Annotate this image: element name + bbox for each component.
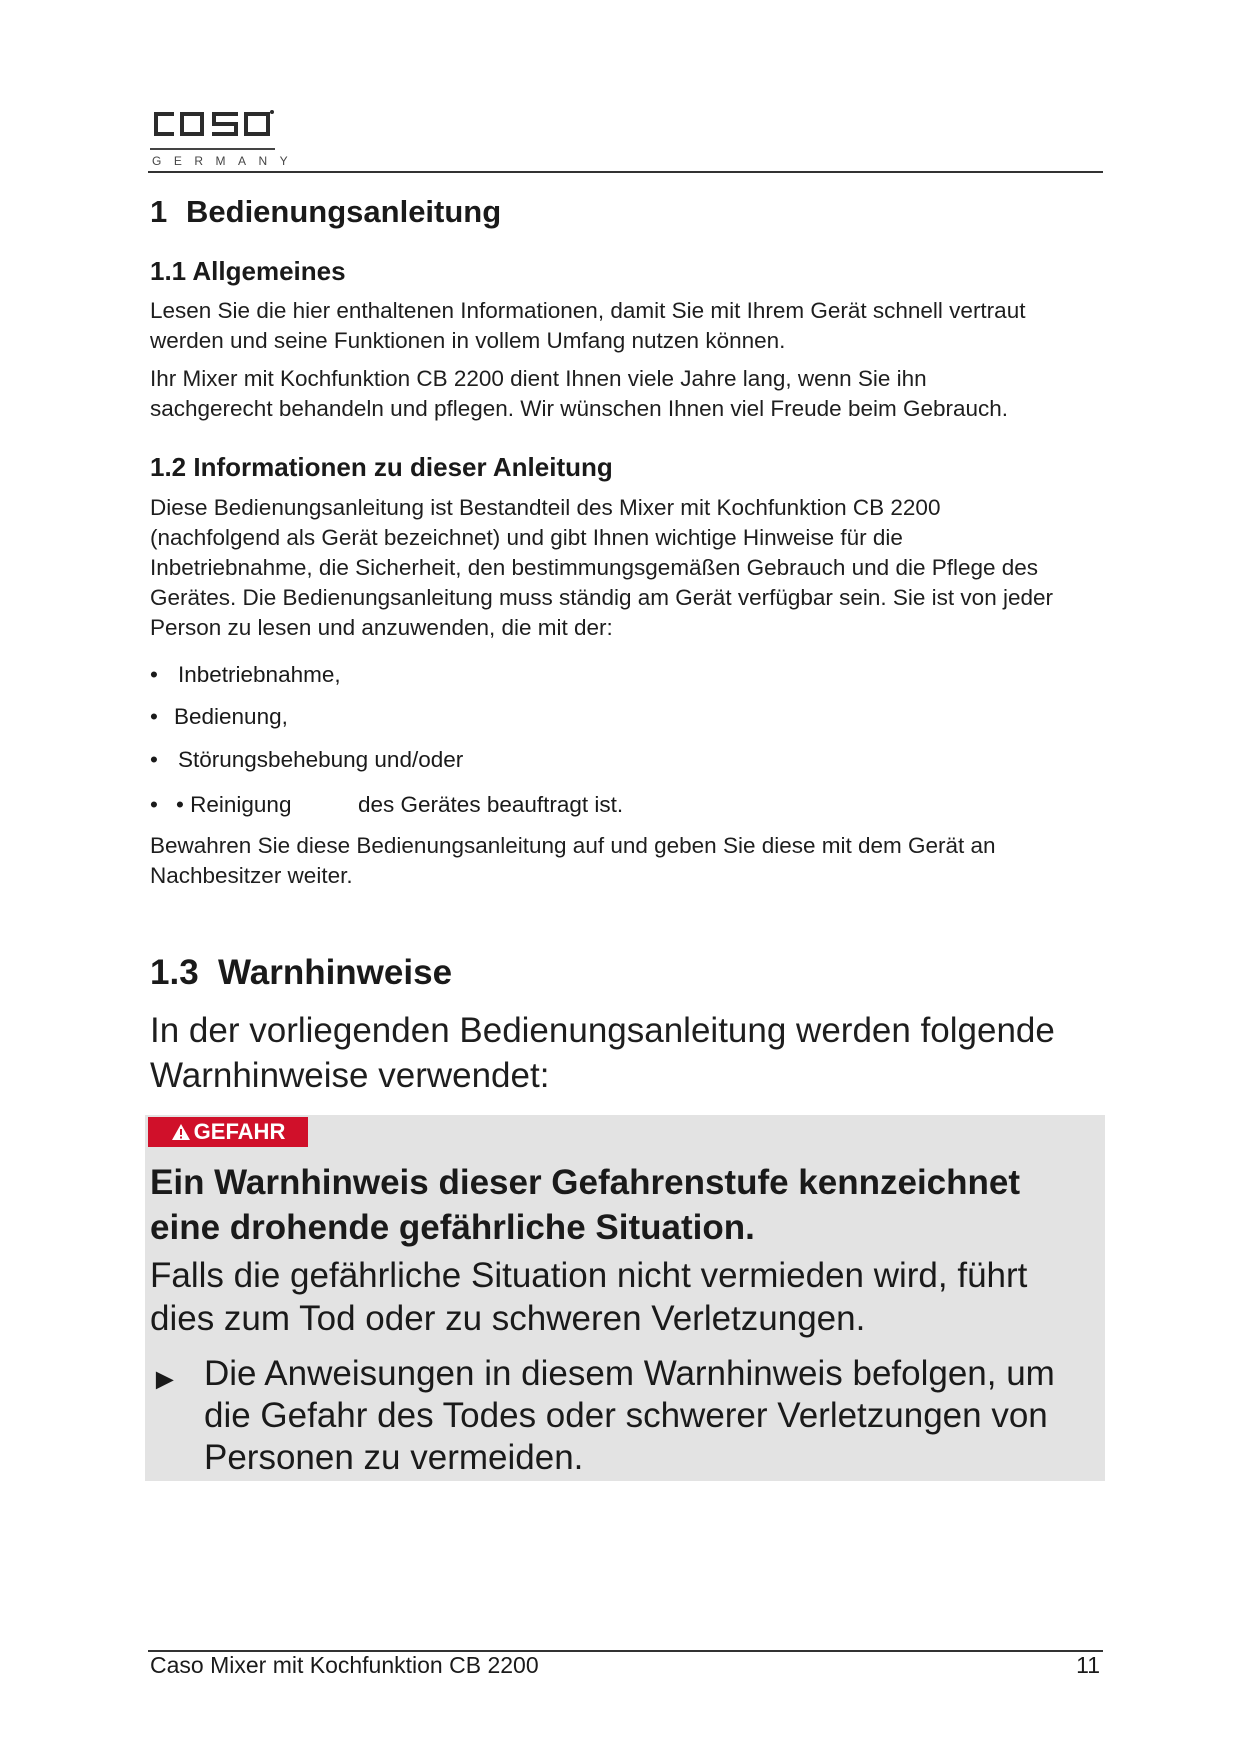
bullet-icon: • (150, 662, 158, 687)
text-line: Nachbesitzer weiter. (150, 863, 353, 888)
warning-instruction (204, 1353, 1104, 1479)
logo-wordmark (150, 108, 275, 140)
text-line: sachgerecht behandeln und pflegen. Wir wünschen Ihnen viel Freude beim Gebrauch. (150, 396, 1009, 421)
bullet-text: Inbetriebnahme, (178, 662, 341, 687)
text-line: eine drohende gefährliche Situation. (150, 1208, 755, 1247)
text-line: Die Anweisungen in diesem Warnhinweis befolgen, um (204, 1354, 1055, 1393)
section-1-3-title: Warnhinweise (218, 953, 453, 992)
logo-underline (150, 148, 275, 150)
text-line: Ein Warnhinweis dieser Gefahrenstufe kennzeichnet (150, 1163, 1021, 1202)
page-number: 11 (1076, 1652, 1100, 1678)
section-1-number: 1 (150, 194, 168, 229)
danger-badge (148, 1117, 308, 1147)
bullet-text: • Reinigung (176, 792, 292, 817)
section-1-1-heading: 1.1 Allgemeines (150, 256, 346, 286)
section-1-3-number: 1.3 (150, 953, 199, 992)
section-1-3-intro (150, 1008, 1105, 1098)
section-1-3-heading (150, 953, 1105, 993)
section-1-1-para-1 (150, 296, 1105, 356)
text-line: Inbetriebnahme, die Sicherheit, den bestimmungsgemäßen Gebrauch und die Pflege des (150, 555, 1039, 580)
text-line: Personen zu vermeiden. (204, 1438, 584, 1477)
text-line: dies zum Tod oder zu schweren Verletzungen. (150, 1299, 866, 1338)
warning-triangle-icon (171, 1123, 191, 1141)
danger-badge-label: GEFAHR (193, 1119, 286, 1144)
logo-wordmark-graphic (150, 108, 275, 140)
section-1-heading (150, 194, 1105, 230)
text-line: werden und seine Funktionen in vollem Umfang nutzen können. (150, 328, 786, 353)
footer-title: Caso Mixer mit Kochfunktion CB 2200 (150, 1652, 539, 1678)
warning-headline (150, 1160, 1105, 1250)
bullet-text: Störungsbehebung und/oder (178, 747, 464, 772)
text-line: die Gefahr des Todes oder schwerer Verletzungen von (204, 1396, 1048, 1435)
section-1-2-closing (150, 831, 1105, 891)
warning-consequence (150, 1254, 1105, 1340)
header-divider (148, 171, 1103, 173)
instruction-arrow-icon: ► (150, 1363, 180, 1396)
text-line: Falls die gefährliche Situation nicht vermieden wird, führt (150, 1256, 1028, 1295)
text-line: (nachfolgend als Gerät bezeichnet) und gibt Ihnen wichtige Hinweise für die (150, 525, 903, 550)
text-line: In der vorliegenden Bedienungsanleitung werden folgende (150, 1011, 1055, 1050)
bullet-tail-text: des Gerätes beauftragt ist. (358, 792, 624, 817)
text-line: Diese Bedienungsanleitung ist Bestandteil des Mixer mit Kochfunktion CB 2200 (150, 495, 941, 520)
text-line: Person zu lesen und anzuwenden, die mit der: (150, 615, 613, 640)
section-1-2-heading: 1.2 Informationen zu dieser Anleitung (150, 452, 613, 482)
bullet-icon: • (150, 792, 158, 817)
text-line: Lesen Sie die hier enthaltenen Informationen, damit Sie mit Ihrem Gerät schnell vertraut (150, 298, 1026, 323)
section-1-1-para-2 (150, 364, 1105, 424)
text-line: Gerätes. Die Bedienungsanleitung muss ständig am Gerät verfügbar sein. Sie ist von jeder (150, 585, 1053, 610)
section-1-2-para (150, 493, 1105, 643)
text-line: Ihr Mixer mit Kochfunktion CB 2200 dient Ihnen viele Jahre lang, wenn Sie ihn (150, 366, 927, 391)
bullet-icon: • (150, 747, 158, 772)
bullet-text: Bedienung, (174, 704, 288, 729)
text-line: Warnhinweise verwendet: (150, 1056, 550, 1095)
section-1-title: Bedienungsanleitung (186, 194, 502, 229)
caso-logo (150, 108, 301, 170)
text-line: Bewahren Sie diese Bedienungsanleitung auf und geben Sie diese mit dem Gerät an (150, 833, 996, 858)
bullet-icon: • (150, 704, 158, 729)
logo-subtext: GERMANY (152, 154, 301, 168)
